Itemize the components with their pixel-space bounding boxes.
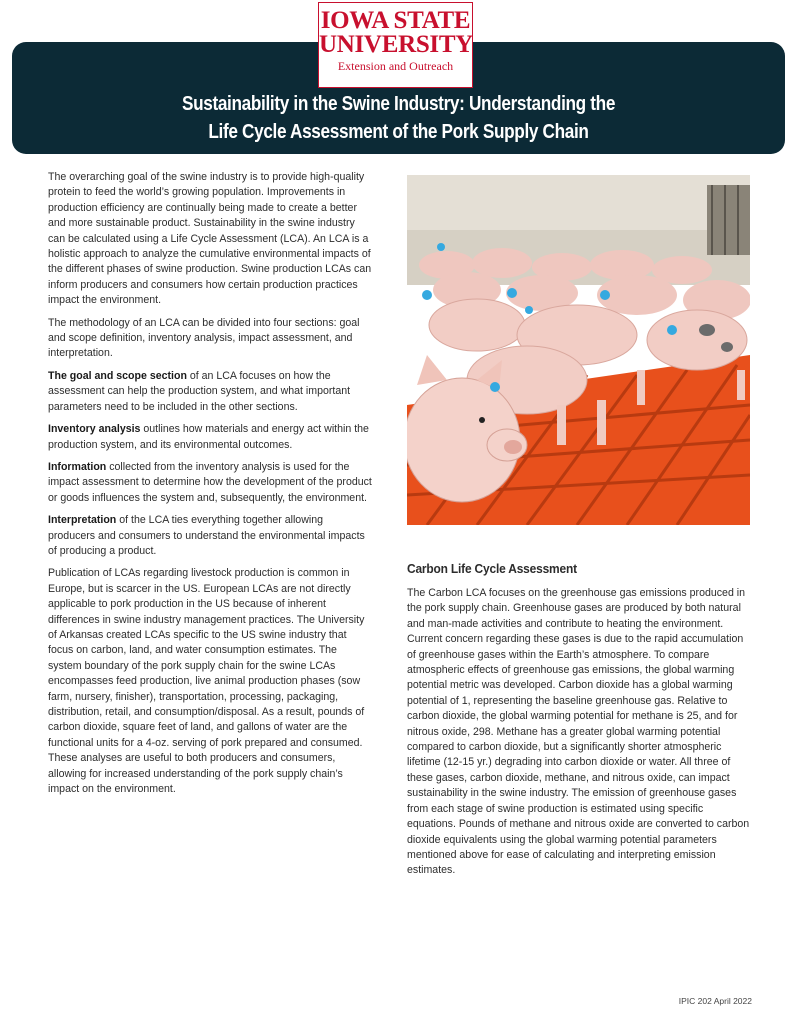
isu-logo[interactable] <box>318 2 473 88</box>
page-title <box>66 90 731 146</box>
carbon-lca-heading: Carbon Life Cycle Assessment <box>407 561 577 576</box>
methodology-paragraph: The methodology of an LCA can be divided into four sections: goal and scope definition, inventory analysis, impact assessment, and interpretation. <box>48 316 360 360</box>
information-paragraph: Information collected from the inventory analysis is used for the impact assessment to determine how the development of the product or goods influences the system and, subsequently, the environment. <box>48 460 372 504</box>
logo-line-3: Extension and Outreach <box>337 59 454 73</box>
inventory-paragraph: Inventory analysis outlines how materials and energy act within the production system, and its environmental outcomes. <box>48 423 369 451</box>
logo-line-1: IOWA STATE <box>320 7 471 34</box>
publication-id: IPIC 202 April 2022 <box>678 996 752 1006</box>
left-column <box>48 170 373 804</box>
publication-paragraph: Publication of LCAs regarding livestock production is common in Europe, but is scarcer in the US. European LCAs are not directly applicable to pork production in the US because of inherent differences in swine industry management practices. The University of Arkansas created LCAs specific to the US swine industry that focus on carbon, land, and water consumption estimates. The system boundary of the pork supply chain for the swine LCAs encompasses feed production, live animal production phases (sow farm, nursery, finisher), transportation, processing, packaging, distribution, retail, and consumption/disposal. As a result, pounds of carbon dioxide, square feet of land, and gallons of water are the functional units for a 4-oz. serving of pork prepared and consumed. These analyses are useful to both producers and consumers, allowing for increased understanding of the pork supply chain’s impact on the environment. <box>48 567 365 796</box>
right-column <box>407 586 750 886</box>
carbon-lca-paragraph: The Carbon LCA focuses on the greenhouse gas emissions produced in the pork supply chain. Greenhouse gases are produced by both natural and man-made activities and contribute to heating the environment. Current concern regarding these gases is due to the rapid accumulation of greenhouse gases within the Earth’s atmosphere. To compare atmospheric effects of greenhouse gas emissions, the global warming potential metric was developed. Carbon dioxide has a global warming potential of 1, representing the baseline greenhouse gas. Relative to carbon dioxide, the global warming potential for methane is 25, and for nitrous oxide, 298. Methane has a greater global warming potential compared to carbon dioxide, but a significantly shorter atmospheric lifetime (12-15 yr.) degrading into carbon dioxide or water. All three of these gases, carbon dioxide, methane, and nitrous oxide, can impact sustainability in the swine industry. The emission of greenhouse gases from each stage of swine production is estimated using specific equations. Pounds of methane and nitrous oxide are converted to carbon dioxide equivalents using the global warming potential parameters mentioned above for ease of calculating and interpreting emission estimates. <box>407 587 750 877</box>
pigs-photo <box>407 175 750 525</box>
interpretation-paragraph: Interpretation of the LCA ties everything together allowing producers and consumers to understand the environmental impacts of producing a product. <box>48 514 365 557</box>
title-line-2: Life Cycle Assessment of the Pork Supply Chain <box>208 121 589 143</box>
logo-line-2: UNIVERSITY <box>319 31 473 58</box>
goal-scope-paragraph: The goal and scope section of an LCA focuses on how the assessment can help the production system, and what important parameters need to be included in the other sections. <box>48 369 351 413</box>
intro-paragraph: The overarching goal of the swine industry is to provide high-quality protein to feed the world’s growing population. Improvements in production efficiency are continually being made to create a better and more sustainable product. Sustainability in the swine industry can be calculated using a Life Cycle Assessment (LCA). An LCA is a holistic approach to analyze the cumulative environmental impacts of the different phases of swine production. Swine production LCAs can inform producers and consumers how certain production practices impact the environment. <box>48 171 372 307</box>
title-line-1: Sustainability in the Swine Industry: Understanding the <box>181 93 616 115</box>
pigs-photo-illustration <box>407 175 750 525</box>
